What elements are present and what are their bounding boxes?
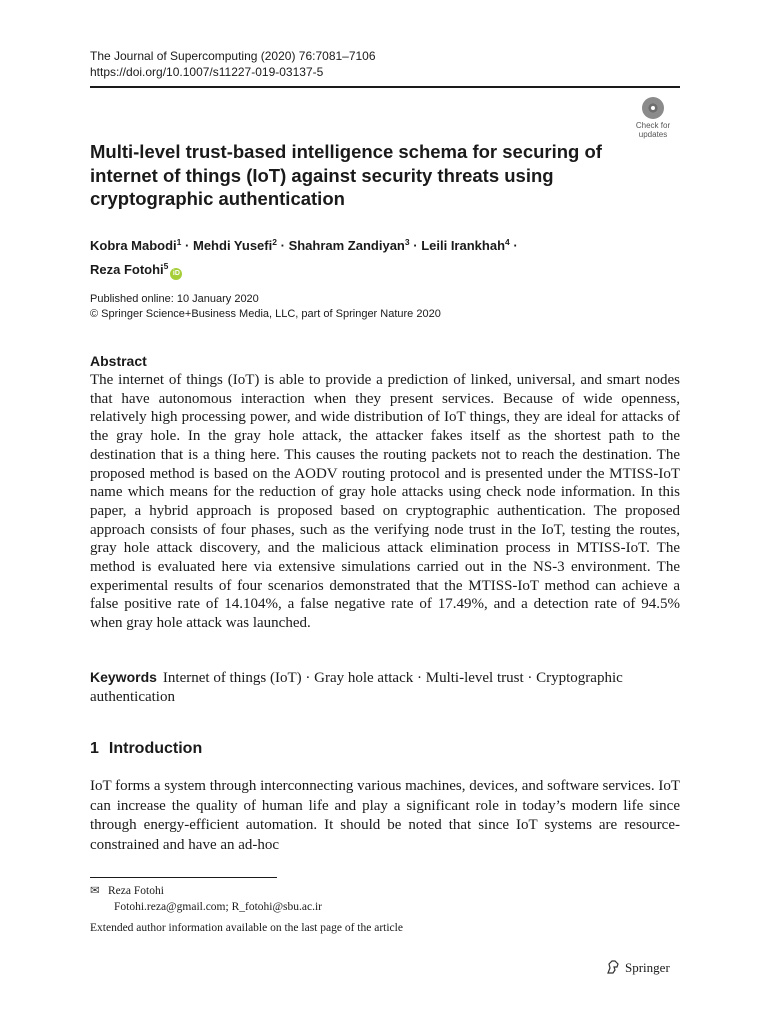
doi-link[interactable]: https://doi.org/10.1007/s11227-019-03137-5 — [90, 65, 324, 79]
abstract-text: The internet of things (IoT) is able to provide a prediction of linked, universal, and smart nodes that have autonomous interaction when they present services. Because of wide openness, relatively high processing power, and wide distribution of IoT things, they are ideal for attacks of the gray hole. In the gray hole attack, the attacker fakes itself as the shortest path to the destination that is a thing here. This causes the routing packets not to reach the destination. The proposed method is based on the AODV routing protocol and is presented under the MTISS-IoT name which means for the reduction of gray hole attacks using check node information. In this paper, a hybrid approach is proposed based on cryptographic authentication. The proposed approach consists of four phases, such as the verifying node trust in the IoT, testing the routes, gray hole attack discovery, and the malicious attack elimination process in MTISS-IoT. The method is evaluated here via extensive simulations carried out in the NS-3 environment. The experimental results of four scenarios demonstrated that the MTISS-IoT method can achieve a false positive rate of 14.104%, a false negative rate of 17.49%, and a detection rate of 94.5% when gray hole attack was launched. — [90, 372, 680, 632]
author-separator: · — [513, 238, 518, 253]
publication-info — [90, 292, 441, 322]
orcid-icon[interactable]: iD — [170, 268, 182, 280]
corresponding-author-footnote — [90, 883, 322, 915]
header-divider — [90, 86, 680, 88]
author-affiliation: 4 — [505, 237, 510, 247]
author-separator: · — [413, 238, 418, 253]
extended-author-info: Extended author information available on the last page of the article — [90, 922, 403, 934]
springer-horse-icon — [605, 959, 621, 975]
author-emails[interactable]: Fotohi.reza@gmail.com; R_fotohi@sbu.ac.ir — [114, 901, 323, 913]
badge-label-line1: Check for — [635, 121, 671, 130]
author-affiliation: 3 — [404, 237, 410, 247]
author-list — [90, 232, 650, 280]
author-name: Shahram Zandiyan — [288, 238, 405, 253]
envelope-icon: ✉ — [90, 885, 100, 897]
author-affiliation: 1 — [176, 237, 182, 247]
journal-citation: The Journal of Supercomputing (2020) 76:7081–7106 — [90, 49, 376, 63]
corresponding-author-name: Reza Fotohi — [108, 885, 164, 897]
author-affiliation: 2 — [272, 237, 277, 247]
badge-label-line2: updates — [638, 130, 668, 139]
publisher-logo — [605, 958, 670, 978]
published-date: Published online: 10 January 2020 — [90, 293, 259, 305]
keywords-text: Internet of things (IoT) · Gray hole attack · Multi-level trust · Cryptographic authentication — [90, 670, 623, 705]
section-title: Introduction — [108, 740, 203, 757]
author-name: Mehdi Yusefi — [193, 238, 273, 253]
introduction-heading — [90, 740, 202, 758]
copyright-notice: © Springer Science+Business Media, LLC, part of Springer Nature 2020 — [90, 308, 441, 320]
author-separator: · — [185, 238, 190, 253]
author-name: Kobra Mabodi — [90, 238, 177, 253]
author-name: Reza Fotohi — [90, 262, 164, 277]
introduction-text: IoT forms a system through interconnecting various machines, devices, and software services. IoT can increase the quality of human life and play a significant role in today’s modern life since through energy-efficient automation. It should be noted that since IoT systems are resource-constrained and have an ad-hoc — [90, 778, 680, 853]
publisher-name: Springer — [625, 960, 670, 975]
author-separator: · — [280, 238, 285, 253]
author-name: Leili Irankhah — [421, 238, 506, 253]
journal-header — [90, 48, 376, 80]
paper-title: Multi-level trust-based intelligence schema for securing of internet of things (IoT) against security threats using cryptographic authentication — [90, 141, 602, 209]
abstract-heading: Abstract — [90, 353, 147, 369]
check-for-updates-badge[interactable] — [627, 97, 679, 142]
author-affiliation: 5 — [163, 261, 169, 271]
keywords-label: Keywords — [90, 669, 157, 685]
footnote-divider — [90, 877, 277, 878]
check-for-updates-icon — [642, 97, 664, 119]
section-number: 1 — [90, 740, 99, 757]
keywords-section — [90, 668, 680, 707]
